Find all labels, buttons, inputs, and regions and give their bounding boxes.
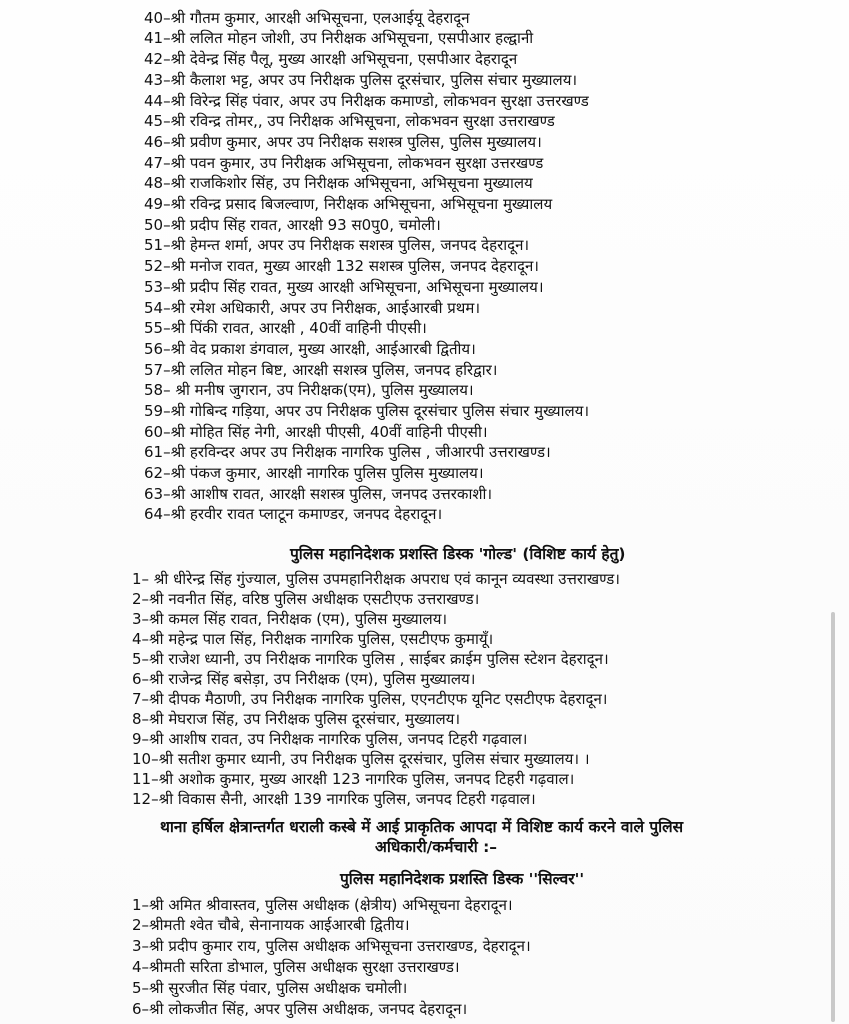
list-item: 2–श्री नवनीत सिंह, वरिष्ठ पुलिस अधीक्षक एसटीएफ उत्तराखण्ड।: [132, 590, 480, 608]
list-item: 63–श्री आशीष रावत, आरक्षी सशस्त्र पुलिस, जनपद उत्तरकाशी।: [144, 485, 493, 503]
list-item: 47–श्री पवन कुमार, उप निरीक्षक अभिसूचना, लोकभवन सुरक्षा उत्तरखण्ड: [144, 154, 544, 172]
list-item: 48–श्री राजकिशोर सिंह, उप निरीक्षक अभिसूचना, अभिसूचना मुख्यालय: [144, 174, 533, 192]
list-item: 5–श्री राजेश ध्यानी, उप निरीक्षक नागरिक पुलिस , साईबर क्राईम पुलिस स्टेशन देहरादून।: [132, 650, 609, 668]
list-item: 52–श्री मनोज रावत, मुख्य आरक्षी 132 सशस्त्र पुलिस, जनपद देहरादून।: [144, 257, 539, 275]
scrollbar[interactable]: [831, 612, 835, 1022]
list-item: 54–श्री रमेश अधिकारी, अपर उप निरीक्षक, आईआरबी प्रथम।: [144, 299, 481, 317]
list-item: 1–श्री अमित श्रीवास्तव, पुलिस अधीक्षक (क्षेत्रीय) अभिसूचना देहरादून।: [132, 896, 513, 914]
list-item: 9–श्री आशीष रावत, उप निरीक्षक नागरिक पुलिस, जनपद टिहरी गढ़वाल।: [132, 730, 528, 748]
list-item: 3–श्री प्रदीप कुमार राय, पुलिस अधीक्षक अभिसूचना उत्तराखण्ड, देहरादून।: [132, 937, 531, 955]
list-item: 62–श्री पंकज कुमार, आरक्षी नागरिक पुलिस पुलिस मुख्यालय।: [144, 464, 484, 482]
list-item: 10–श्री सतीश कुमार ध्यानी, उप निरीक्षक पुलिस दूरसंचार, पुलिस संचार मुख्यालय। ।: [132, 750, 590, 768]
list-item: 3–श्री कमल सिंह रावत, निरीक्षक (एम), पुलिस मुख्यालय।: [132, 610, 448, 628]
list-item: 44–श्री विरेन्द्र सिंह पंवार, अपर उप निरीक्षक कमाण्डो, लोकभवन सुरक्षा उत्तरखण्ड: [144, 92, 589, 110]
list-item: 59–श्री गोबिन्द गड़िया, अपर उप निरीक्षक पुलिस दूरसंचार पुलिस संचार मुख्यालय।: [144, 402, 590, 420]
list-item: 53–श्री प्रदीप सिंह रावत, मुख्य आरक्षी अभिसूचना, अभिसूचना मुख्यालय।: [144, 278, 544, 296]
list-item: 55–श्री पिंकी रावत, आरक्षी , 40वीं वाहिनी पीएसी।: [144, 319, 427, 337]
list-item: 61–श्री हरविन्दर अपर उप निरीक्षक नागरिक पुलिस , जीआरपी उत्तराखण्ड।: [144, 443, 551, 461]
list-item: 46–श्री प्रवीण कुमार, अपर उप निरीक्षक सशस्त्र पुलिस, पुलिस मुख्यालय।: [144, 133, 542, 151]
list-item: 2–श्रीमती श्वेत चौबे, सेनानायक आईआरबी द्वितीय।: [132, 916, 410, 934]
list-item: 60–श्री मोहित सिंह नेगी, आरक्षी पीएसी, 40वीं वाहिनी पीएसी।: [144, 423, 488, 441]
gold-disc-heading: पुलिस महानिदेशक प्रशस्ति डिस्क 'गोल्ड' (विशिष्ट कार्य हेतु): [290, 545, 626, 563]
list-item: 41–श्री ललित मोहन जोशी, उप निरीक्षक अभिसूचना, एसपीआर हल्द्वानी: [144, 29, 534, 47]
list-item: 8–श्री मेघराज सिंह, उप निरीक्षक पुलिस दूरसंचार, मुख्यालय।: [132, 710, 461, 728]
list-item: 42–श्री देवेन्द्र सिंह पैलू, मुख्य आरक्षी अभिसूचना, एसपीआर देहरादून: [144, 50, 518, 68]
harsil-heading-line1: थाना हर्षिल क्षेत्रान्तर्गत धराली कस्बे में आई प्राकृतिक आपदा में विशिष्ट कार्य करने वाले पुलिस: [160, 818, 684, 836]
list-item: 5–श्री सुरजीत सिंह पंवार, पुलिस अधीक्षक चमोली।: [132, 979, 408, 997]
list-item: 45–श्री रविन्द्र तोमर,, उप निरीक्षक अभिसूचना, लोकभवन सुरक्षा उत्तराखण्ड: [144, 112, 555, 130]
list-item: 57–श्री ललित मोहन बिष्ट, आरक्षी सशस्त्र पुलिस, जनपद हरिद्वार।: [144, 361, 498, 379]
list-item: 43–श्री कैलाश भट्ट, अपर उप निरीक्षक पुलिस दूरसंचार, पुलिस संचार मुख्यालय।: [144, 71, 578, 89]
list-item: 51–श्री हेमन्त शर्मा, अपर उप निरीक्षक सशस्त्र पुलिस, जनपद देहरादून।: [144, 236, 530, 254]
list-item: 40–श्री गौतम कुमार, आरक्षी अभिसूचना, एलआईयू देहरादून: [144, 9, 470, 27]
list-item: 4–श्री महेन्द्र पाल सिंह, निरीक्षक नागरिक पुलिस, एसटीएफ कुमायूँ।: [132, 630, 494, 648]
list-item: 56–श्री वेद प्रकाश डंगवाल, मुख्य आरक्षी, आईआरबी द्वितीय।: [144, 340, 476, 358]
list-item: 64–श्री हरवीर रावत प्लाटून कमाण्डर, जनपद देहरादून।: [144, 505, 443, 523]
harsil-heading-line2: अधिकारी/कर्मचारी :–: [375, 838, 498, 856]
list-item: 4–श्रीमती सरिता डोभाल, पुलिस अधीक्षक सुरक्षा उत्तराखण्ड।: [132, 958, 460, 976]
list-item: 1– श्री धीरेन्द्र सिंह गुंज्याल, पुलिस उपमहानिरीक्षक अपराध एवं कानून व्यवस्था उत्तराखण्ड।: [132, 570, 620, 588]
silver-disc-heading: पुलिस महानिदेशक प्रशस्ति डिस्क ''सिल्वर'': [340, 870, 585, 888]
list-item: 50–श्री प्रदीप सिंह रावत, आरक्षी 93 स0पु0, चमोली।: [144, 216, 441, 234]
list-item: 6–श्री लोकजीत सिंह, अपर पुलिस अधीक्षक, जनपद देहरादून।: [132, 1000, 468, 1018]
list-item: 11–श्री अशोक कुमार, मुख्य आरक्षी 123 नागरिक पुलिस, जनपद टिहरी गढ़वाल।: [132, 770, 575, 788]
list-item: 12–श्री विकास सैनी, आरक्षी 139 नागरिक पुलिस, जनपद टिहरी गढ़वाल।: [132, 790, 536, 808]
list-item: 49–श्री रविन्द्र प्रसाद बिजल्वाण, निरीक्षक अभिसूचना, अभिसूचना मुख्यालय: [144, 195, 553, 213]
list-item: 6–श्री राजेन्द्र सिंह बसेड़ा, उप निरीक्षक (एम), पुलिस मुख्यालय।: [132, 670, 476, 688]
list-item: 7–श्री दीपक मैठाणी, उप निरीक्षक नागरिक पुलिस, एएनटीएफ यूनिट एसटीएफ देहरादून।: [132, 690, 608, 708]
list-item: 58– श्री मनीष जुगरान, उप निरीक्षक(एम), पुलिस मुख्यालय।: [144, 381, 474, 399]
